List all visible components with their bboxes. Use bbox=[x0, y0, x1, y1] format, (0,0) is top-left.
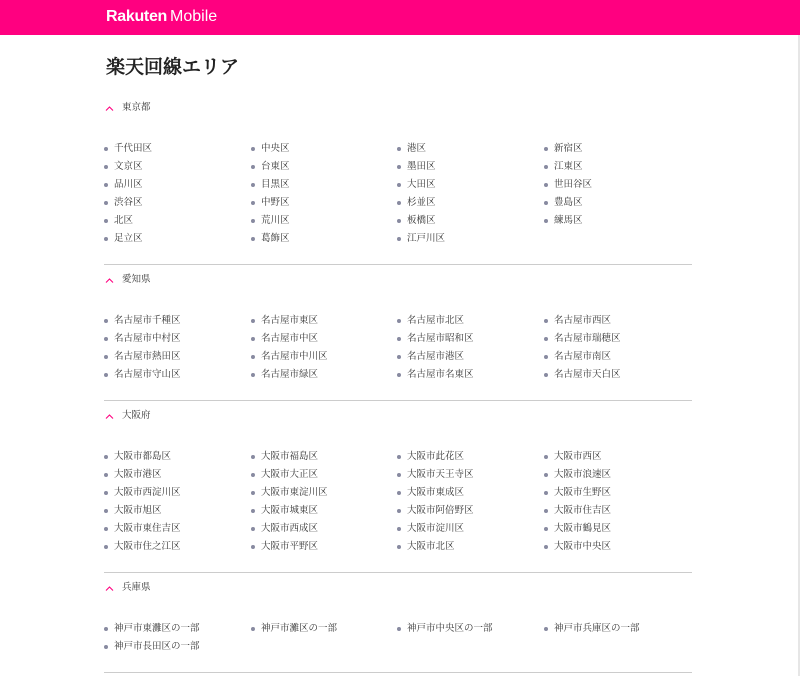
area-name: 大阪市旭区 bbox=[114, 505, 162, 516]
bullet-dot-icon bbox=[104, 237, 108, 241]
area-list-item bbox=[104, 638, 200, 656]
bullet-dot-icon bbox=[544, 183, 548, 187]
area-name: 台東区 bbox=[261, 161, 290, 172]
bullet-dot-icon bbox=[544, 527, 548, 531]
bullet-dot-icon bbox=[251, 527, 255, 531]
area-list-item bbox=[104, 140, 152, 158]
area-name: 中野区 bbox=[261, 197, 290, 208]
area-list-item bbox=[544, 194, 583, 212]
area-name: 大阪市淀川区 bbox=[407, 523, 465, 534]
bullet-dot-icon bbox=[104, 491, 108, 495]
bullet-dot-icon bbox=[544, 491, 548, 495]
area-list-item bbox=[104, 230, 143, 248]
bullet-dot-icon bbox=[251, 147, 255, 151]
area-list-item bbox=[251, 140, 290, 158]
area-name: 墨田区 bbox=[407, 161, 436, 172]
area-list-item bbox=[397, 620, 493, 638]
area-list-item bbox=[251, 538, 318, 556]
area-list-item bbox=[544, 140, 583, 158]
bullet-dot-icon bbox=[544, 355, 548, 359]
area-name: 大阪市平野区 bbox=[261, 541, 319, 552]
bullet-dot-icon bbox=[251, 183, 255, 187]
region-toggle[interactable] bbox=[104, 272, 151, 288]
bullet-dot-icon bbox=[251, 473, 255, 477]
region-section bbox=[104, 272, 692, 401]
area-list-item bbox=[104, 176, 143, 194]
area-name: 足立区 bbox=[114, 233, 143, 244]
area-name: 板橋区 bbox=[407, 215, 436, 226]
area-name: 練馬区 bbox=[554, 215, 583, 226]
area-list-item bbox=[104, 520, 181, 538]
bullet-dot-icon bbox=[397, 165, 401, 169]
area-name: 名古屋市東区 bbox=[261, 315, 319, 326]
bullet-dot-icon bbox=[397, 455, 401, 459]
area-list-item bbox=[397, 520, 464, 538]
area-name: 名古屋市中区 bbox=[261, 333, 319, 344]
area-name: 名古屋市南区 bbox=[554, 351, 612, 362]
area-list-item bbox=[104, 466, 162, 484]
bullet-dot-icon bbox=[544, 373, 548, 377]
area-list-item bbox=[251, 520, 318, 538]
bullet-dot-icon bbox=[397, 337, 401, 341]
bullet-dot-icon bbox=[397, 147, 401, 151]
bullet-dot-icon bbox=[104, 527, 108, 531]
bullet-dot-icon bbox=[251, 355, 255, 359]
area-list-item bbox=[251, 366, 318, 384]
area-list-item bbox=[544, 448, 602, 466]
area-name: 江東区 bbox=[554, 161, 583, 172]
region-name: 東京都 bbox=[122, 102, 151, 113]
area-name: 名古屋市港区 bbox=[407, 351, 465, 362]
area-name: 荒川区 bbox=[261, 215, 290, 226]
area-list-item bbox=[544, 484, 611, 502]
area-name: 目黒区 bbox=[261, 179, 290, 190]
region-divider bbox=[104, 672, 692, 673]
bullet-dot-icon bbox=[544, 165, 548, 169]
area-list-item bbox=[397, 312, 464, 330]
area-list-item bbox=[397, 538, 455, 556]
area-name: 名古屋市中村区 bbox=[114, 333, 181, 344]
region-toggle[interactable] bbox=[104, 580, 151, 596]
region-name: 兵庫県 bbox=[122, 582, 151, 593]
bullet-dot-icon bbox=[397, 355, 401, 359]
region-toggle[interactable] bbox=[104, 408, 151, 424]
area-name: 大阪市北区 bbox=[407, 541, 455, 552]
area-list-item bbox=[397, 330, 474, 348]
area-name: 江戸川区 bbox=[407, 233, 446, 244]
bullet-dot-icon bbox=[397, 545, 401, 549]
region-section bbox=[104, 100, 692, 265]
area-name: 杉並区 bbox=[407, 197, 436, 208]
bullet-dot-icon bbox=[251, 237, 255, 241]
region-divider bbox=[104, 572, 692, 573]
chevron-up-icon bbox=[105, 104, 114, 113]
area-list-item bbox=[104, 538, 181, 556]
area-list-item bbox=[544, 538, 611, 556]
region-name: 大阪府 bbox=[122, 410, 151, 421]
bullet-dot-icon bbox=[104, 219, 108, 223]
chevron-up-icon bbox=[105, 276, 114, 285]
area-list-item bbox=[397, 502, 474, 520]
bullet-dot-icon bbox=[397, 627, 401, 631]
area-name: 千代田区 bbox=[114, 143, 153, 154]
bullet-dot-icon bbox=[251, 373, 255, 377]
area-list-item bbox=[104, 502, 162, 520]
area-list-item bbox=[397, 466, 474, 484]
area-name: 神戸市長田区の一部 bbox=[114, 641, 200, 652]
area-name: 名古屋市瑞穂区 bbox=[554, 333, 621, 344]
rakuten-mobile-logo[interactable] bbox=[106, 7, 217, 27]
area-list-item bbox=[397, 348, 464, 366]
area-name: 大阪市西淀川区 bbox=[114, 487, 181, 498]
chevron-up-icon bbox=[105, 584, 114, 593]
region-divider bbox=[104, 264, 692, 265]
area-name: 文京区 bbox=[114, 161, 143, 172]
area-name: 大阪市天王寺区 bbox=[407, 469, 474, 480]
area-list-item bbox=[397, 230, 445, 248]
area-list-item bbox=[544, 466, 611, 484]
area-name: 大阪市住之江区 bbox=[114, 541, 181, 552]
bullet-dot-icon bbox=[104, 509, 108, 513]
bullet-dot-icon bbox=[104, 355, 108, 359]
bullet-dot-icon bbox=[104, 627, 108, 631]
area-list-item bbox=[251, 448, 318, 466]
bullet-dot-icon bbox=[544, 219, 548, 223]
bullet-dot-icon bbox=[397, 219, 401, 223]
bullet-dot-icon bbox=[251, 219, 255, 223]
area-name: 大阪市浪速区 bbox=[554, 469, 612, 480]
area-list-item bbox=[251, 312, 318, 330]
bullet-dot-icon bbox=[104, 183, 108, 187]
bullet-dot-icon bbox=[104, 455, 108, 459]
area-list-item bbox=[544, 502, 611, 520]
area-name: 大阪市東成区 bbox=[407, 487, 465, 498]
area-name: 名古屋市緑区 bbox=[261, 369, 319, 380]
area-name: 名古屋市名東区 bbox=[407, 369, 474, 380]
logo-brand: Rakuten bbox=[106, 8, 168, 25]
area-name: 大阪市城東区 bbox=[261, 505, 319, 516]
bullet-dot-icon bbox=[104, 473, 108, 477]
area-name: 大阪市東住吉区 bbox=[114, 523, 181, 534]
bullet-dot-icon bbox=[251, 201, 255, 205]
bullet-dot-icon bbox=[544, 473, 548, 477]
area-name: 大阪市西成区 bbox=[261, 523, 319, 534]
area-list-item bbox=[544, 312, 611, 330]
area-name: 大阪市東淀川区 bbox=[261, 487, 328, 498]
area-list-item bbox=[544, 520, 611, 538]
area-list-item bbox=[251, 620, 337, 638]
area-name: 名古屋市天白区 bbox=[554, 369, 621, 380]
area-name: 渋谷区 bbox=[114, 197, 143, 208]
area-name: 大田区 bbox=[407, 179, 436, 190]
area-list-item bbox=[104, 348, 181, 366]
area-list-item bbox=[251, 212, 290, 230]
area-name: 大阪市此花区 bbox=[407, 451, 465, 462]
area-list-item bbox=[104, 212, 133, 230]
area-list-item bbox=[397, 176, 436, 194]
area-list-item bbox=[251, 466, 318, 484]
area-name: 名古屋市西区 bbox=[554, 315, 612, 326]
area-list-item bbox=[251, 348, 328, 366]
bullet-dot-icon bbox=[397, 201, 401, 205]
area-list-item bbox=[104, 620, 200, 638]
site-header bbox=[0, 0, 800, 35]
bullet-dot-icon bbox=[104, 645, 108, 649]
bullet-dot-icon bbox=[544, 201, 548, 205]
area-name: 大阪市生野区 bbox=[554, 487, 612, 498]
area-list-item bbox=[397, 212, 436, 230]
area-name: 新宿区 bbox=[554, 143, 583, 154]
area-list-item bbox=[544, 620, 640, 638]
area-list-item bbox=[397, 448, 464, 466]
area-name: 大阪市鶴見区 bbox=[554, 523, 612, 534]
area-name: 名古屋市熱田区 bbox=[114, 351, 181, 362]
bullet-dot-icon bbox=[544, 319, 548, 323]
bullet-dot-icon bbox=[397, 473, 401, 477]
area-list-item bbox=[251, 176, 290, 194]
area-list-item bbox=[544, 158, 583, 176]
region-divider bbox=[104, 400, 692, 401]
bullet-dot-icon bbox=[251, 491, 255, 495]
page-title: 楽天回線エリア bbox=[106, 56, 240, 78]
area-name: 名古屋市昭和区 bbox=[407, 333, 474, 344]
area-name: 名古屋市中川区 bbox=[261, 351, 328, 362]
bullet-dot-icon bbox=[397, 527, 401, 531]
area-list-item bbox=[251, 484, 328, 502]
area-name: 大阪市福島区 bbox=[261, 451, 319, 462]
area-name: 神戸市中央区の一部 bbox=[407, 623, 493, 634]
bullet-dot-icon bbox=[544, 627, 548, 631]
area-name: 大阪市都島区 bbox=[114, 451, 172, 462]
bullet-dot-icon bbox=[104, 373, 108, 377]
area-name: 名古屋市千種区 bbox=[114, 315, 181, 326]
bullet-dot-icon bbox=[104, 319, 108, 323]
region-toggle[interactable] bbox=[104, 100, 151, 116]
area-name: 大阪市住吉区 bbox=[554, 505, 612, 516]
bullet-dot-icon bbox=[544, 455, 548, 459]
bullet-dot-icon bbox=[544, 545, 548, 549]
area-list-item bbox=[544, 330, 621, 348]
area-list-item bbox=[397, 140, 426, 158]
area-list-item bbox=[251, 230, 290, 248]
bullet-dot-icon bbox=[397, 183, 401, 187]
area-name: 品川区 bbox=[114, 179, 143, 190]
bullet-dot-icon bbox=[104, 545, 108, 549]
area-name: 名古屋市北区 bbox=[407, 315, 465, 326]
bullet-dot-icon bbox=[104, 165, 108, 169]
area-list-item bbox=[251, 158, 290, 176]
area-list-item bbox=[251, 194, 290, 212]
area-list-item bbox=[104, 366, 181, 384]
area-name: 大阪市西区 bbox=[554, 451, 602, 462]
bullet-dot-icon bbox=[251, 509, 255, 513]
bullet-dot-icon bbox=[397, 237, 401, 241]
bullet-dot-icon bbox=[397, 373, 401, 377]
bullet-dot-icon bbox=[251, 627, 255, 631]
bullet-dot-icon bbox=[544, 337, 548, 341]
area-list-item bbox=[544, 366, 621, 384]
area-list-item bbox=[397, 484, 464, 502]
area-list-item bbox=[544, 212, 583, 230]
area-name: 神戸市兵庫区の一部 bbox=[554, 623, 640, 634]
area-name: 港区 bbox=[407, 143, 427, 154]
chevron-up-icon bbox=[105, 412, 114, 421]
area-list-item bbox=[104, 194, 143, 212]
bullet-dot-icon bbox=[251, 545, 255, 549]
region-section bbox=[104, 408, 692, 573]
bullet-dot-icon bbox=[251, 455, 255, 459]
bullet-dot-icon bbox=[104, 337, 108, 341]
bullet-dot-icon bbox=[251, 337, 255, 341]
area-name: 神戸市灘区の一部 bbox=[261, 623, 338, 634]
area-list-item bbox=[104, 312, 181, 330]
area-list-item bbox=[251, 330, 318, 348]
area-list-item bbox=[397, 158, 436, 176]
area-list-item bbox=[397, 366, 474, 384]
area-name: 大阪市港区 bbox=[114, 469, 162, 480]
bullet-dot-icon bbox=[251, 165, 255, 169]
logo-product: Mobile bbox=[170, 8, 218, 25]
region-section bbox=[104, 580, 692, 673]
area-name: 大阪市阿倍野区 bbox=[407, 505, 474, 516]
bullet-dot-icon bbox=[397, 509, 401, 513]
area-name: 大阪市中央区 bbox=[554, 541, 612, 552]
area-list-item bbox=[104, 158, 143, 176]
area-list-item bbox=[251, 502, 318, 520]
area-list-item bbox=[104, 448, 171, 466]
area-list-item bbox=[104, 484, 181, 502]
bullet-dot-icon bbox=[104, 147, 108, 151]
area-name: 中央区 bbox=[261, 143, 290, 154]
area-name: 豊島区 bbox=[554, 197, 583, 208]
area-name: 葛飾区 bbox=[261, 233, 290, 244]
bullet-dot-icon bbox=[251, 319, 255, 323]
area-name: 名古屋市守山区 bbox=[114, 369, 181, 380]
area-name: 北区 bbox=[114, 215, 134, 226]
bullet-dot-icon bbox=[397, 491, 401, 495]
area-name: 神戸市東灘区の一部 bbox=[114, 623, 200, 634]
area-list-item bbox=[544, 348, 611, 366]
area-list-item bbox=[544, 176, 592, 194]
bullet-dot-icon bbox=[544, 509, 548, 513]
area-list-item bbox=[397, 194, 436, 212]
bullet-dot-icon bbox=[544, 147, 548, 151]
area-list-item bbox=[104, 330, 181, 348]
bullet-dot-icon bbox=[397, 319, 401, 323]
area-name: 大阪市大正区 bbox=[261, 469, 319, 480]
bullet-dot-icon bbox=[104, 201, 108, 205]
area-name: 世田谷区 bbox=[554, 179, 593, 190]
region-name: 愛知県 bbox=[122, 274, 151, 285]
